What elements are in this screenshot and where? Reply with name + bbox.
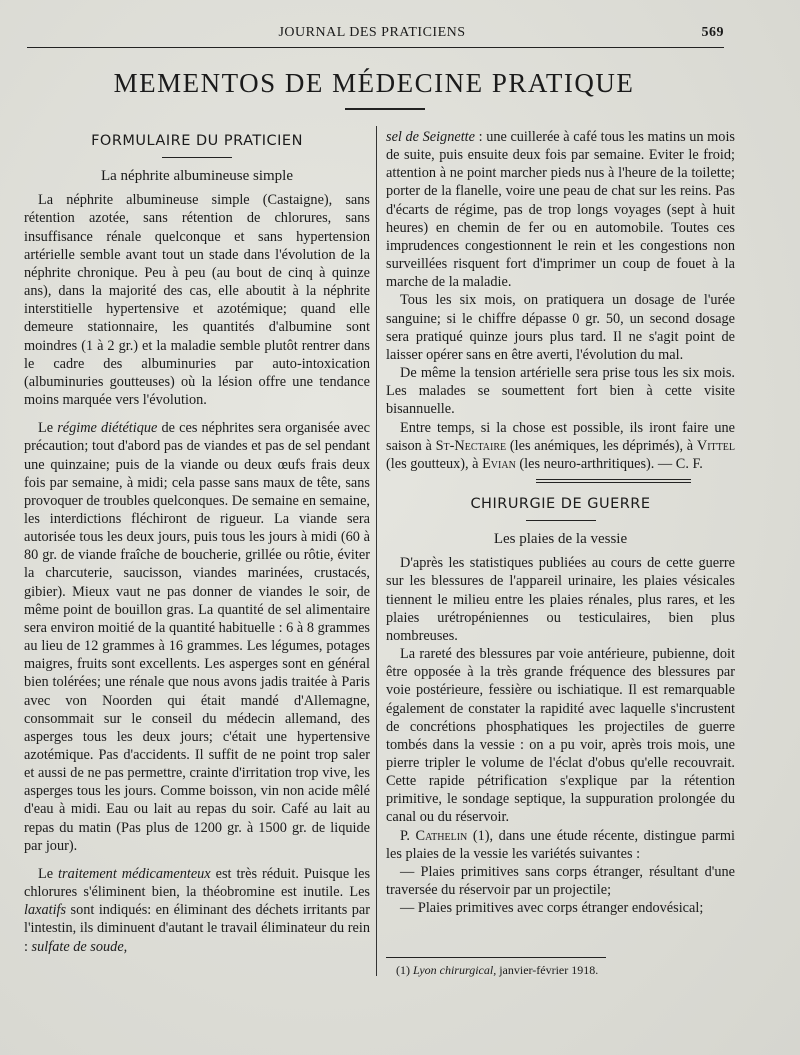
main-title: MEMENTOS DE MÉDECINE PRATIQUE — [113, 68, 635, 98]
paragraph: La néphrite albumineuse simple (Castaigne), sans rétention azotée, sans rétention de chlorures, sans insuffisance rénale quelconque et sans hypertension artérielle semble avant tout un stade dans l'évolution de la néphrite chronique. Peu à peu (au bout de cinq à quinze ans), dans la majorité des cas, elle aboutit à la néphrite interstitielle hypertensive et azotémique; quand elle demeure stationnaire, les quantités d'albumine sont moindres (1 à 2 gr.) et la maladie semble plutôt rentrer dans le cadre des albuminuries par auto-intoxication (albuminuries goutteuses) où la lésion offre une tendance moins marquée vers l'évolution. — [24, 192, 370, 409]
page-number: 569 — [701, 25, 724, 40]
section-heading-formulaire: FORMULAIRE DU PRATICIEN — [91, 133, 303, 149]
paragraph: P. Cathelin (1), dans une étude récente, distingue parmi les plaies de la vessie les variétés suivantes : — [386, 827, 736, 862]
paragraph: sel de Seignette : une cuillerée à café tous les matins un mois de suite, puis ensuite deux fois par semaine. Eviter le froid; attention à ne point marcher pieds nus à l'heure de la toilette; porter de la flanelle, voire une peau de chat sur les reins. Pas d'écarts de régime, pas de trop longs voyages (sept à huit heures) en chemin de fer ou en automobile. Toutes ces imprudences congestionnent le rein et les congestions non surveillées risquent fort d'imprimer un coup de fouet à la marche de la maladie. — [386, 129, 735, 291]
title-rule — [345, 108, 425, 110]
paragraph: Le traitement médicamenteux est très réduit. Puisque les chlorures s'éliminent bien, la théobromine est inutile. Les laxatifs sont indiqués: en éliminant des déchets irritants par l'intestin, ils diminuent d'autant le travail éliminateur du rein : sulfate de soude, — [24, 865, 371, 955]
paragraph: D'après les statistiques publiées au cours de cette guerre sur les blessures de l'appareil urinaire, les plaies vésicales tiennent le milieu entre les plaies rénales, plus rares, et les plaies urétropéniennes ou testiculaires, bien plus nombreuses. — [386, 555, 735, 644]
section-rule — [162, 157, 232, 158]
section-heading-chirurgie: CHIRURGIE DE GUERRE — [470, 495, 651, 512]
paragraph: Entre temps, si la chose est possible, ils iront faire une saison à St-Nectaire (les anémiques, les déprimés), à Vittel (les goutteux), à Evian (les neuro-arthritiques). — C. F. — [386, 419, 735, 472]
article-title-vessie: Les plaies de la vessie — [493, 531, 628, 548]
running-head — [20, 25, 724, 47]
paragraph: — Plaies primitives avec corps étranger endovésical; — [400, 900, 704, 917]
article-title-nephrite: La néphrite albumineuse simple — [100, 168, 294, 185]
journal-name: JOURNAL DES PRATICIENS — [278, 25, 466, 40]
right-column — [386, 128, 735, 917]
section-rule — [526, 520, 596, 521]
footnote: (1) Lyon chirurgical, janvier-février 1918. — [396, 963, 599, 977]
footnote-rule — [386, 957, 606, 958]
header-rule — [27, 47, 724, 48]
paragraph: La rareté des blessures par voie antérieure, pubienne, doit être opposée à la très grande fréquence des blessures par voie postérieure, fessière ou ischiatique. Il est remarquable également de constater la rapidité avec laquelle s'incrustent de concrétions phosphatiques les projectiles de guerre tombés dans la vessie : on a pu voir, après trois mois, une pierre tripler le volume de l'éclat d'obus qu'elle recouvrait. Cette rapide pétrification s'explique par la rétention primitive, le sondage septique, la suppuration prolongée du canal ou du réservoir. — [386, 646, 735, 826]
left-column — [24, 128, 370, 956]
paragraph: Le régime diététique de ces néphrites sera organisée avec précaution; tout d'abord pas de viandes et pas de sel pendant une quinzaine; puis de la viande ou deux œufs frais deux fois par semaine, à midi; cela passe sans maux de tête, sans provoquer de troubles quelconques. De semaine en semaine, les interdictions fléchiront de rigueur. La viande sera autorisée tous les deux jours, puis tous les jours à midi (60 à 80 gr. de viande fraîche de boucherie, grillée ou rôtie, éviter la charcuterie, saucisson, viandes marinées, crustacés, gibier). Mieux vaut ne pas donner de viandes le soir, de même point de bouillon gras. La quantité de sel alimentaire sera environ moitié de la quantité habituelle : 6 à 8 grammes au lieu de 12 grammes à 16 grammes. Les légumes, potages maigres, fruits sont excellents. Les asperges sont en général bien tolérées; une rénale que nous avons jadis traitée à Paris avec von Noorden qui était mandé d'Allemagne, consommait sur le conseil du médecin allemand, des asperges tous les deux jours; c'était une hypertensive azotémique. Pas d'accidents. Il suffit de ne point trop saler et aussi de ne pas permettre, crainte d'irritation trop vive, les asperges tous les jours. Comme boisson, vin non acide mêlé d'eau à midi. Eau ou lait au repas du soir. Café au lait au repas du matin (Pas plus de 1200 gr. à 1500 gr. de liquide par jour). — [24, 420, 370, 854]
paragraph: Tous les six mois, on pratiquera un dosage de l'urée sanguine; si le chiffre dépasse 0 gr. 50, un second dosage sera pratiqué quinze jours plus tard. Il ne s'agit point de laisser opérer sans en être averti, l'évolution du mal. — [386, 292, 735, 363]
section-separator — [536, 479, 691, 483]
paragraph: — Plaies primitives sans corps étranger, résultant d'une traversée du réservoir par un projectile; — [386, 863, 735, 899]
paragraph: De même la tension artérielle sera prise tous les six mois. Les malades se soumettent fort bien à cette visite bisannuelle. — [386, 365, 735, 418]
column-divider — [376, 126, 377, 976]
